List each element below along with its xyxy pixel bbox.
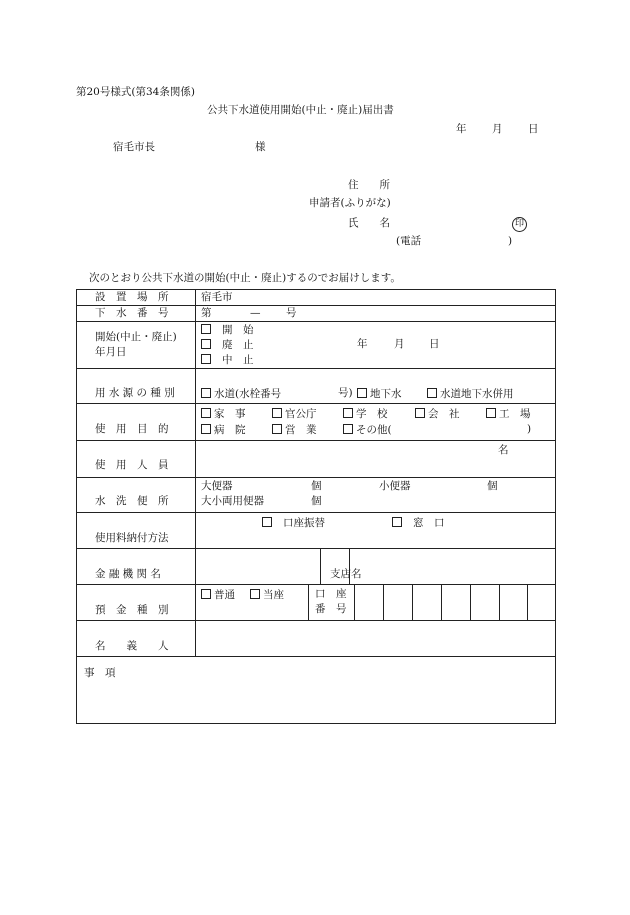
water-source-ground[interactable]: 地下水 (357, 388, 402, 400)
sewer-number-label: 下 水 番 号 (95, 307, 169, 319)
intro-text: 次のとおり公共下水道の開始(中止・廃止)するのでお届けします。 (89, 272, 401, 284)
address-label: 住 所 (348, 179, 390, 191)
checkbox-icon (201, 388, 211, 398)
start-date-label-1: 開始(中止・廃止) (95, 331, 177, 343)
checkbox-icon (201, 424, 211, 434)
payment-counter[interactable]: 窓 口 (392, 517, 445, 529)
location-value[interactable]: 宿毛市 (201, 291, 233, 303)
checkbox-icon (392, 517, 402, 527)
purpose-business[interactable]: 営 業 (272, 424, 317, 436)
users-unit: 名 (498, 444, 509, 456)
flush-large-unit: 個 (311, 480, 322, 492)
flush-small-label: 小便器 (379, 480, 411, 492)
checkbox-icon (262, 517, 272, 527)
start-date-day: 日 (429, 338, 440, 350)
deposit-ordinary[interactable]: 普通 (201, 589, 235, 601)
flush-small-unit: 個 (487, 480, 498, 492)
deposit-current[interactable]: 当座 (250, 589, 284, 601)
date-year-label: 年 (456, 123, 467, 135)
start-date-month: 月 (394, 338, 405, 350)
checkbox-icon (201, 339, 211, 349)
sewer-number-prefix: 第 (201, 307, 212, 319)
checkbox-icon (201, 324, 211, 334)
start-date-label-2: 年月日 (95, 346, 127, 358)
date-day-label: 日 (528, 123, 539, 135)
form-number: 第20号様式(第34条関係) (76, 86, 195, 98)
flush-combined-unit: 個 (311, 495, 322, 507)
checkbox-icon (201, 354, 211, 364)
purpose-school[interactable]: 学 校 (343, 408, 388, 420)
checkbox-icon (201, 589, 211, 599)
date-month-label: 月 (492, 123, 503, 135)
purpose-other[interactable]: その他( (343, 424, 392, 436)
option-suspend[interactable]: 中 止 (201, 354, 254, 366)
water-source-both[interactable]: 水道地下水併用 (427, 388, 514, 400)
purpose-company[interactable]: 会 社 (415, 408, 460, 420)
checkbox-icon (427, 388, 437, 398)
checkbox-icon (343, 408, 353, 418)
option-abolish[interactable]: 廃 止 (201, 339, 254, 351)
start-date-year: 年 (357, 338, 368, 350)
option-start[interactable]: 開 始 (201, 324, 254, 336)
bank-label: 金 融 機 関 名 (95, 568, 161, 580)
seal-icon: 印 (512, 217, 527, 232)
account-label-1: 口 座 (315, 588, 347, 600)
addressee-honorific: 様 (255, 141, 266, 153)
purpose-government[interactable]: 官公庁 (272, 408, 317, 420)
checkbox-icon (357, 388, 367, 398)
sewer-number-suffix: 号 (286, 307, 297, 319)
deposit-label: 預 金 種 別 (95, 604, 169, 616)
branch-label: 支店名 (330, 568, 362, 580)
checkbox-icon (343, 424, 353, 434)
checkbox-icon (272, 424, 282, 434)
water-source-label: 用 水 源 の 種 別 (95, 387, 175, 399)
checkbox-icon (201, 408, 211, 418)
purpose-household[interactable]: 家 事 (201, 408, 246, 420)
payment-label: 使用料納付方法 (95, 532, 169, 544)
notes-label: 事 項 (84, 667, 116, 679)
phone-close: ) (508, 235, 513, 247)
phone-label: (電話 (396, 235, 422, 247)
checkbox-icon (486, 408, 496, 418)
users-label: 使 用 人 員 (95, 459, 169, 471)
payment-transfer[interactable]: 口座振替 (262, 517, 325, 529)
account-label-2: 番 号 (315, 603, 347, 615)
location-label: 設 置 場 所 (95, 291, 169, 303)
purpose-hospital[interactable]: 病 院 (201, 424, 246, 436)
flush-label: 水 洗 便 所 (95, 495, 169, 507)
checkbox-icon (272, 408, 282, 418)
checkbox-icon (250, 589, 260, 599)
flush-combined-label: 大小両用便器 (201, 495, 264, 507)
purpose-other-close: ) (527, 423, 532, 435)
water-source-tap-close: 号) (338, 387, 353, 399)
name-label: 氏 名 (348, 217, 390, 229)
checkbox-icon (415, 408, 425, 418)
purpose-label: 使 用 目 的 (95, 423, 169, 435)
purpose-factory[interactable]: 工 場 (486, 408, 531, 420)
form-title: 公共下水道使用開始(中止・廃止)届出書 (207, 104, 394, 116)
holder-label: 名 義 人 (95, 640, 169, 652)
applicant-label: 申請者(ふりがな) (309, 197, 391, 209)
water-source-tap[interactable]: 水道(水栓番号 (201, 388, 281, 400)
addressee-name: 宿毛市長 (113, 141, 155, 153)
flush-large-label: 大便器 (201, 480, 233, 492)
sewer-number-dash: — (250, 307, 261, 319)
